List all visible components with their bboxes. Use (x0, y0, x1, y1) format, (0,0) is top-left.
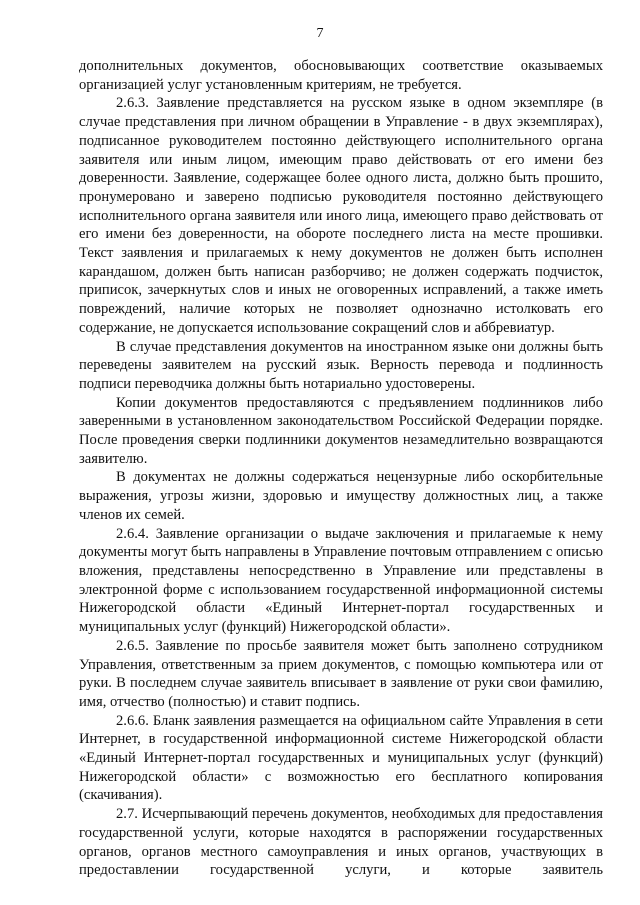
document-body (79, 57, 603, 880)
paragraph-2-6-5: 2.6.5. Заявление по просьбе заявителя может быть заполнено сотрудником Управления, ответственным за прием документов, с помощью компьютера или от руки. В последнем случае заявитель вписывает в заявление от руки свои фамилию, имя, отчество (полностью) и ставит подпись. (79, 637, 603, 710)
paragraph-continuation: дополнительных документов, обосновывающих соответствие оказываемых организацией услуг установленным критериям, не требуется. (79, 58, 603, 93)
paragraph-prohibited-content: В документах не должны содержаться нецензурные либо оскорбительные выражения, угрозы жизни, здоровью и имуществу должностных лиц, а также членов их семей. (79, 469, 603, 523)
paragraph-2-6-3: 2.6.3. Заявление представляется на русском языке в одном экземпляре (в случае представления при личном обращении в Управление - в двух экземплярах), подписанное руководителем постоянно действующего исполнительного органа заявителя или иным лицом, имеющим право действовать от его имени без доверенности. Заявление, содержащее более одного листа, должно быть прошито, пронумеровано и заверено подписью руководителя постоянно действующего исполнительного органа заявителя или иного лица, имеющего право действовать от его имени без доверенности, на обороте последнего листа на месте прошивки. Текст заявления и прилагаемых к нему документов не должен быть исполнен карандашом, должен быть написан разборчиво; не должен содержать подчисток, приписок, зачеркнутых слов и иных не оговоренных исправлений, а также иметь повреждений, наличие которых не позволяет однозначно истолковать его содержание, не допускается использование сокращений слов и аббревиатур. (79, 95, 603, 336)
paragraph-foreign-language: В случае представления документов на иностранном языке они должны быть переведены заявителем на русский язык. Верность перевода и подлинность подписи переводчика должны быть нотариально удостоверены. (79, 338, 603, 392)
paragraph-2-7: 2.7. Исчерпывающий перечень документов, необходимых для предоставления государственной услуги, которые находятся в распоряжении государственных органов, органов местного самоуправления и иных органов, участвующих в предоставлении государственной услуги, и которые заявитель (79, 806, 603, 879)
paragraph-2-6-6: 2.6.6. Бланк заявления размещается на официальном сайте Управления в сети Интернет, в государственной информационной системе Нижегородской области «Единый Интернет-портал государственных и муниципальных услуг (функций) Нижегородской области» с возможностью его бесплатного копирования (скачивания). (79, 712, 603, 804)
page-number: 7 (316, 26, 324, 41)
paragraph-copies: Копии документов предоставляются с предъявлением подлинников либо заверенными в установленном законодательством Российской Федерации порядке. После проведения сверки подлинники документов незамедлительно возвращаются заявителю. (79, 394, 603, 467)
paragraph-2-6-4: 2.6.4. Заявление организации о выдаче заключения и прилагаемые к нему документы могут быть направлены в Управление почтовым отправлением с описью вложения, представлены непосредственно в Управление или представлены в электронной форме с использованием государственной информационной системы Нижегородской области «Единый Интернет-портал государственных и муниципальных услуг (функций) Нижегородской области». (79, 525, 603, 636)
